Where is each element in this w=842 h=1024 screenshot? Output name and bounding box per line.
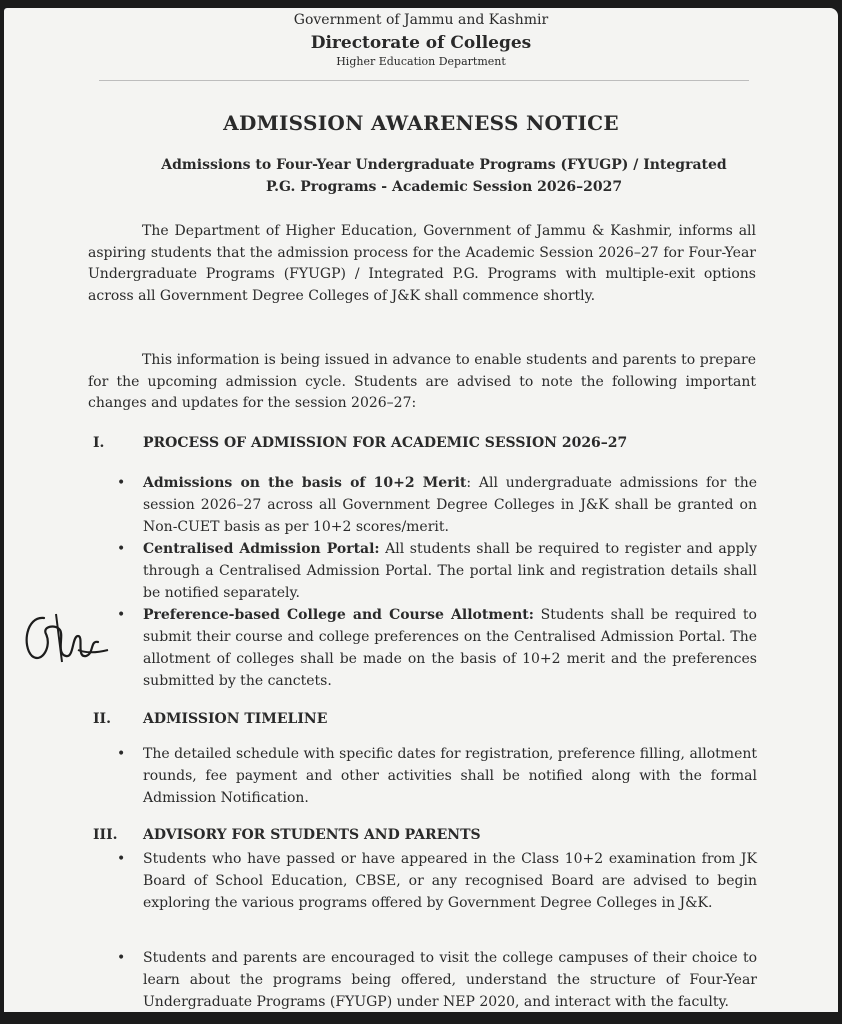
list-item xyxy=(117,743,757,809)
header-divider xyxy=(99,80,749,81)
notice-title: ADMISSION AWARENESS NOTICE xyxy=(223,111,619,135)
bullet-text: Students and parents are encouraged to visit the college campuses of their choice to learn about the programs being offered, understand the structure of Four-Year Undergraduate Programs (FYUGP) under NEP 2020, and interact with the faculty. xyxy=(143,950,757,1010)
section-title: ADMISSION TIMELINE xyxy=(143,711,328,727)
bullet-icon: • xyxy=(117,475,126,491)
subtitle-line-2: P.G. Programs - Academic Session 2026–2027 xyxy=(265,179,623,195)
intro-paragraph: The Department of Higher Education, Government of Jammu & Kashmir, informs all aspiring students that the admission process for the Academic Session 2026–27 for Four-Year Undergraduate Programs (FYUGP) / Integrated P.G. Programs with multiple-exit options across all Government Degree Colleges of J&K shall commence shortly. xyxy=(88,223,756,304)
section-number: III. xyxy=(93,827,118,843)
section-3-heading xyxy=(93,827,481,843)
government-name: Government of Jammu and Kashmir xyxy=(293,12,549,28)
directorate-name: Directorate of Colleges xyxy=(310,33,532,53)
notice-page xyxy=(4,8,838,1012)
bullet-heading: Admissions on the basis of 10+2 Merit xyxy=(143,475,467,491)
signature-mark xyxy=(16,606,112,676)
section-title: PROCESS OF ADMISSION FOR ACADEMIC SESSION 2026–27 xyxy=(143,435,628,451)
subtitle-line-1: Admissions to Four-Year Undergraduate Programs (FYUGP) / Integrated xyxy=(161,157,727,173)
bullet-icon: • xyxy=(117,851,126,867)
bullet-icon: • xyxy=(117,607,126,623)
department-name: Higher Education Department xyxy=(336,55,506,68)
bullet-heading: Preference-based College and Course Allotment: xyxy=(143,607,534,623)
section-2-heading xyxy=(93,711,327,727)
bullet-icon: • xyxy=(117,541,126,557)
bullet-text: All students shall be required to register and apply through a Centralised Admission Portal. The portal link and registration details shall be notified separately. xyxy=(143,541,757,601)
info-paragraph: This information is being issued in advance to enable students and parents to prepare for the upcoming admission cycle. Students are advised to note the following important changes and updates for the session 2026–27: xyxy=(88,352,756,412)
notice-subtitle xyxy=(124,154,764,198)
bullet-text: : All undergraduate admissions for the session 2026–27 across all Government Degree Colleges in J&K shall be granted on Non-CUET basis as per 10+2 scores/merit. xyxy=(143,475,757,535)
section-title: ADVISORY FOR STUDENTS AND PARENTS xyxy=(143,827,481,843)
bullet-heading: Centralised Admission Portal: xyxy=(143,541,380,557)
list-item xyxy=(117,848,757,914)
list-item xyxy=(117,472,757,538)
section-number: II. xyxy=(93,711,111,727)
list-item xyxy=(117,947,757,1012)
bullet-icon: • xyxy=(117,950,126,966)
bullet-text: The detailed schedule with specific dates for registration, preference filling, allotment rounds, fee payment and other activities shall be notified along with the formal Admission Notification. xyxy=(143,746,757,806)
list-item xyxy=(117,538,757,604)
bullet-text: Students who have passed or have appeared in the Class 10+2 examination from JK Board of School Education, CBSE, or any recognised Board are advised to begin exploring the various programs offered by Government Degree Colleges in J&K. xyxy=(143,851,757,911)
bullet-icon: • xyxy=(117,746,126,762)
bullet-text: Students shall be required to submit their course and college preferences on the Centralised Admission Portal. The allotment of colleges shall be made on the basis of 10+2 merit and the preferences submitted by the canctets. xyxy=(143,607,757,689)
section-number: I. xyxy=(93,435,105,451)
section-1-heading xyxy=(93,435,627,451)
list-item xyxy=(117,604,757,692)
